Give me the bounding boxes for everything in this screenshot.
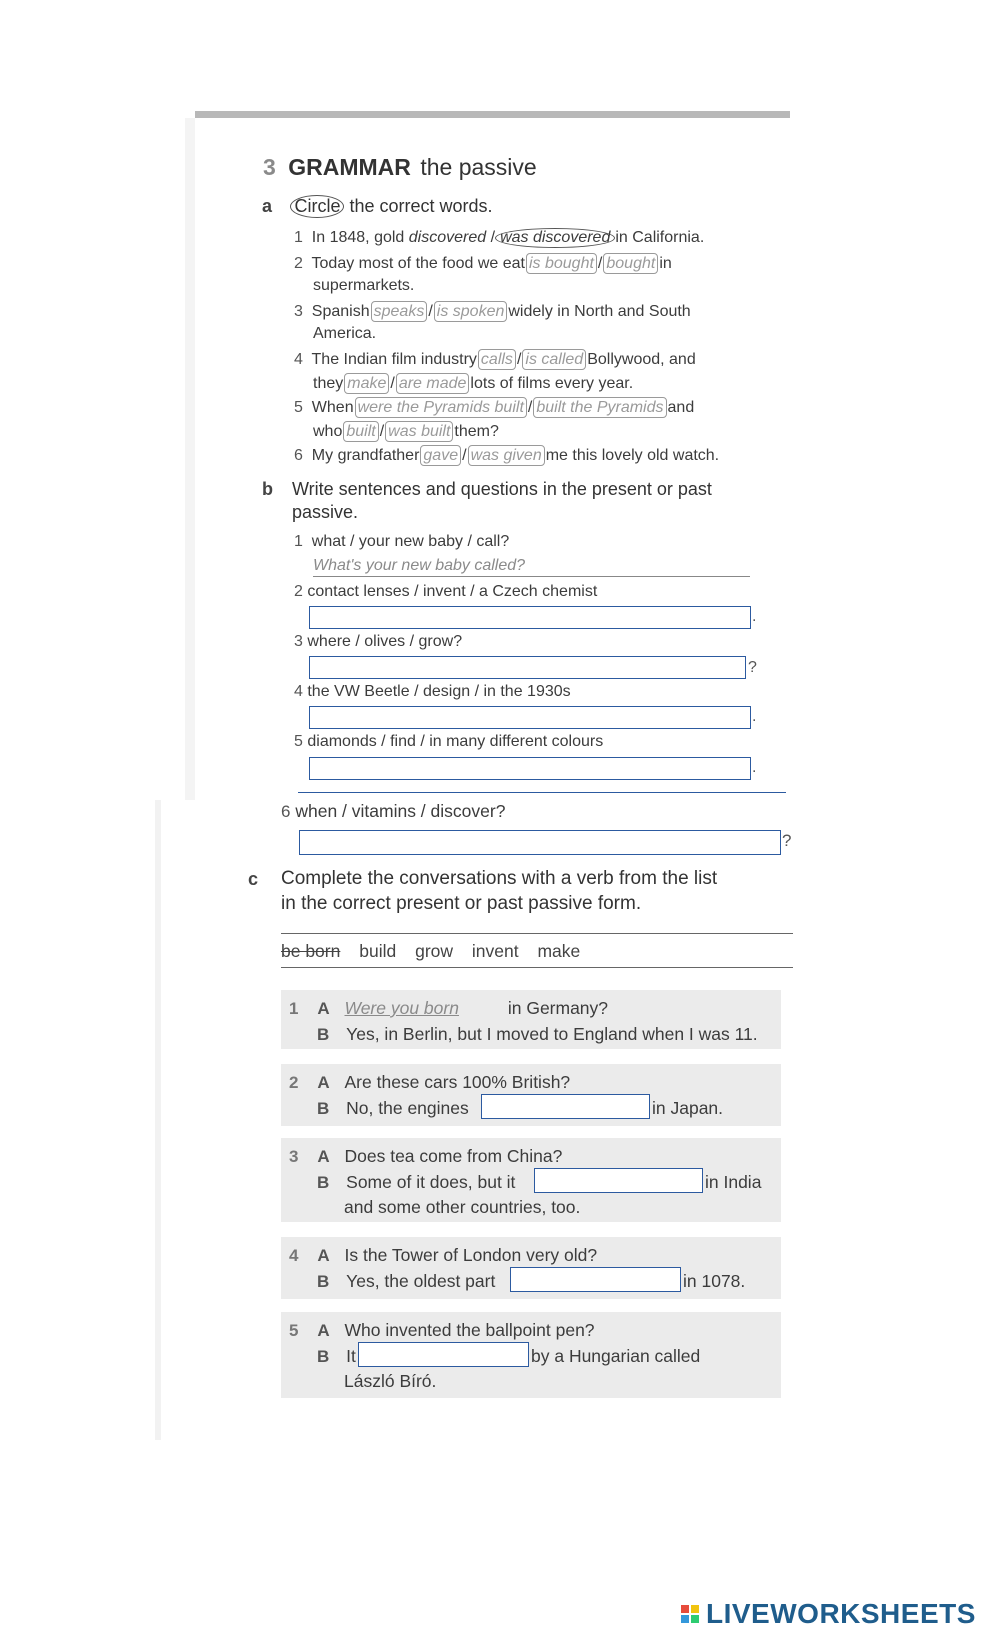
answer-input-c4[interactable] — [510, 1267, 681, 1292]
option-a1-1[interactable]: discovered — [408, 229, 487, 246]
part-b-item-3: 3 where / olives / grow? — [294, 633, 463, 650]
option-a2-1[interactable]: is bought — [526, 253, 597, 274]
answer-input-b6[interactable] — [299, 830, 781, 855]
option-a6-1[interactable]: gave — [420, 445, 461, 466]
word-invent: invent — [471, 941, 519, 961]
section-number: 3 — [263, 154, 276, 180]
conv-5-line-a: 5 A Who invented the ballpoint pen? — [289, 1320, 595, 1340]
part-a-item-4: 4 The Indian film industry calls / is called Bollywood, and — [294, 351, 696, 368]
part-b-letter: b — [262, 479, 273, 499]
word-make: make — [537, 941, 581, 961]
part-b-item-4: 4 the VW Beetle / design / in the 1930s — [294, 683, 571, 700]
part-c-instruction-l1: Complete the conversations with a verb from the list — [281, 868, 718, 889]
option-a3-2[interactable]: is spoken — [434, 301, 508, 322]
answer-end-b2: . — [752, 608, 757, 625]
page-top-rule — [195, 111, 790, 118]
conv-4-after: in 1078. — [683, 1271, 746, 1291]
part-b-instruction-l2: passive. — [292, 502, 359, 522]
part-a-instruction: a Circle the correct words. — [262, 196, 493, 216]
part-a-item-2: 2 Today most of the food we eat is bought / bought in — [294, 255, 672, 272]
conv-1-example-answer: Were you born — [344, 998, 459, 1018]
option-a5-2[interactable]: built the Pyramids — [533, 397, 666, 418]
conv-2-line-b: B No, the engines — [317, 1098, 469, 1118]
word-list — [281, 941, 580, 962]
part-c-instruction-l2: in the correct present or past passive form. — [281, 893, 642, 914]
part-b-instruction — [262, 479, 273, 500]
liveworksheets-logo — [680, 1598, 976, 1630]
option-a3-1[interactable]: speaks — [371, 301, 428, 322]
conv-3-after: in India — [705, 1172, 762, 1192]
part-a-item-3-cont: America. — [313, 325, 377, 342]
conv-5-line-b: B It — [317, 1346, 356, 1366]
part-b-instruction-l1: Write sentences and questions in the present or past — [292, 479, 712, 499]
part-a-item-5: 5 When were the Pyramids built / built the Pyramids and — [294, 399, 695, 416]
part-a-letter: a — [262, 196, 273, 216]
word-grow: grow — [415, 941, 454, 961]
word-be-born: be born — [281, 941, 341, 961]
conv-4-line-b: B Yes, the oldest part — [317, 1271, 496, 1291]
part-a-item-2-cont: supermarkets. — [313, 277, 415, 294]
part-a-item-3: 3 Spanish speaks / is spoken widely in North and South — [294, 303, 691, 320]
section-subtitle: the passive — [420, 154, 537, 180]
conv-4-line-a: 4 A Is the Tower of London very old? — [289, 1245, 598, 1265]
part-b-item-6: 6 when / vitamins / discover? — [281, 801, 506, 821]
part-b-example-answer: What's your new baby called? — [313, 557, 750, 577]
part-a-item-6: 6 My grandfather gave / was given me this lovely old watch. — [294, 447, 720, 464]
page-left-shadow — [185, 118, 195, 800]
part-b-example-prompt: 1 what / your new baby / call? — [294, 533, 510, 550]
option-a5-4[interactable]: was built — [385, 421, 453, 442]
conv-5-line-b2: László Bíró. — [344, 1371, 437, 1391]
option-a5-3[interactable]: built — [343, 421, 378, 442]
crop-divider — [298, 792, 786, 793]
part-a-item-5-cont: who built / was built them? — [313, 423, 499, 440]
conv-2-line-a: 2 A Are these cars 100% British? — [289, 1072, 571, 1092]
option-a4-4[interactable]: are made — [396, 373, 470, 394]
option-a1-2[interactable]: was discovered — [495, 228, 615, 248]
logo-grid-icon — [680, 1604, 702, 1624]
conv-2-after: in Japan. — [652, 1098, 724, 1118]
part-a-item-4-cont: they make / are made lots of films every year. — [313, 375, 634, 392]
answer-end-b6: ? — [782, 831, 792, 850]
option-a4-1[interactable]: calls — [478, 349, 516, 370]
wordlist-top-rule — [281, 933, 793, 934]
section-heading — [263, 154, 537, 181]
answer-input-b3[interactable] — [309, 656, 746, 679]
answer-input-b4[interactable] — [309, 706, 751, 729]
circle-word: Circle — [290, 195, 344, 218]
answer-input-c2[interactable] — [481, 1094, 650, 1119]
section-title: GRAMMAR — [288, 154, 411, 180]
option-a6-2[interactable]: was given — [468, 445, 545, 466]
conv-1-line-b: B Yes, in Berlin, but I moved to England when I was 11. — [317, 1024, 758, 1044]
conv-3-line-a: 3 A Does tea come from China? — [289, 1146, 563, 1166]
page-left-shadow-lower — [155, 800, 161, 1440]
conv-3-line-b: B Some of it does, but it — [317, 1172, 516, 1192]
part-c-letter-wrap — [248, 869, 258, 890]
part-a-item-1: 1 In 1848, gold discovered / was discovered in California. — [294, 229, 705, 246]
option-a2-2[interactable]: bought — [603, 253, 658, 274]
part-b-item-5: 5 diamonds / find / in many different colours — [294, 733, 604, 750]
answer-end-b4: . — [752, 708, 757, 725]
answer-end-b3: ? — [748, 659, 757, 676]
answer-input-c5[interactable] — [358, 1342, 529, 1367]
part-b-item-2: 2 contact lenses / invent / a Czech chemist — [294, 583, 598, 600]
option-a4-2[interactable]: is called — [522, 349, 586, 370]
option-a4-3[interactable]: make — [344, 373, 389, 394]
conv-5-after: by a Hungarian called — [531, 1346, 701, 1366]
wordlist-bottom-rule — [281, 967, 793, 968]
word-build: build — [359, 941, 397, 961]
option-a5-1[interactable]: were the Pyramids built — [355, 397, 527, 418]
conv-1-line-a: 1 A Were you born in Germany? — [289, 998, 609, 1018]
answer-input-b2[interactable] — [309, 606, 751, 629]
logo-text: LIVEWORKSHEETS — [706, 1598, 976, 1629]
answer-end-b5: . — [752, 759, 757, 776]
answer-input-c3[interactable] — [534, 1168, 703, 1193]
answer-input-b5[interactable] — [309, 757, 751, 780]
part-c-letter: c — [248, 869, 259, 889]
conv-3-line-b2: and some other countries, too. — [344, 1197, 581, 1217]
